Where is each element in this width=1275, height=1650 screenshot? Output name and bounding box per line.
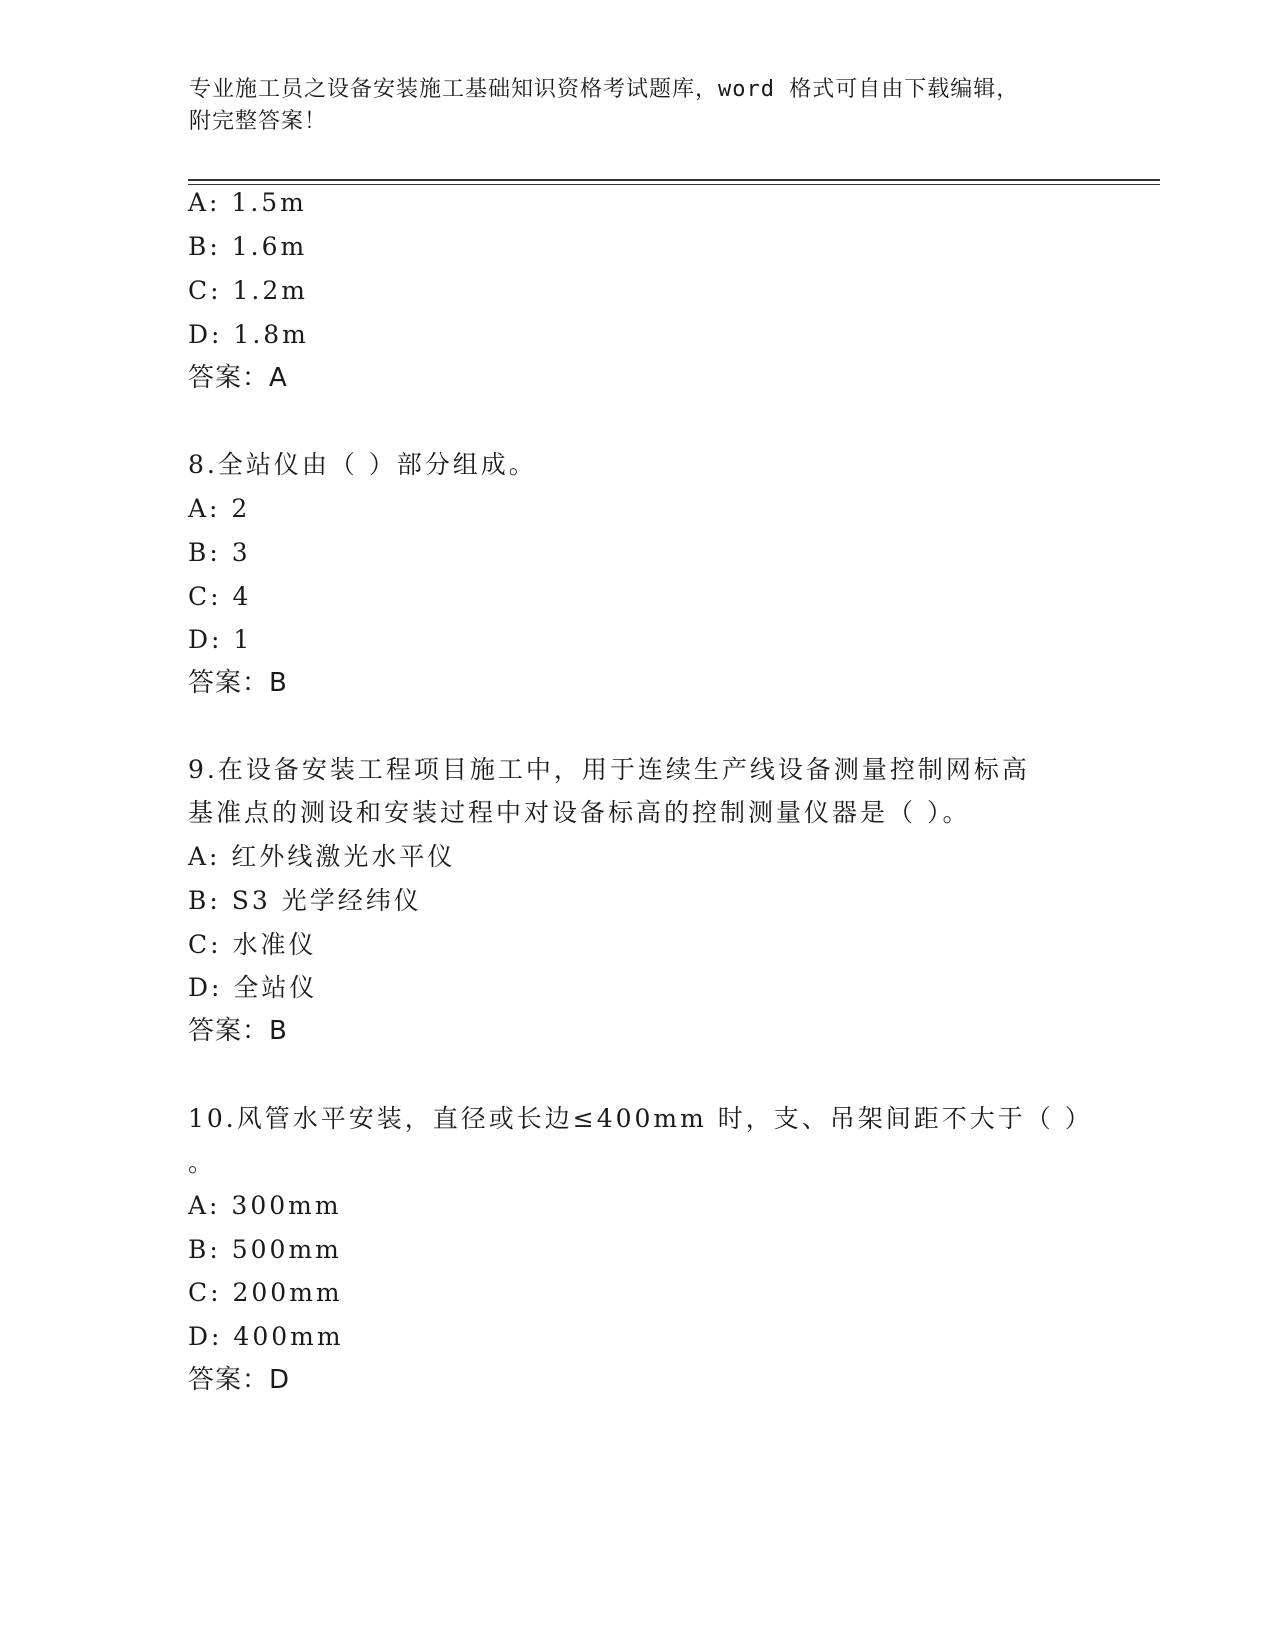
q8-option-c: C: 4	[188, 582, 252, 611]
q10-option-d: D: 400mm	[188, 1322, 344, 1351]
q8-question: 8.全站仪由（ ）部分组成。	[188, 450, 537, 479]
q9-option-b: B: S3 光学经纬仪	[188, 886, 422, 915]
q9-option-a: A: 红外线激光水平仪	[188, 842, 456, 871]
q10-answer: 答案：D	[188, 1365, 291, 1395]
q7-answer: 答案：A	[188, 363, 288, 393]
q10-option-a: A: 300mm	[188, 1191, 342, 1220]
q10-question-line-1: 10.风管水平安装，直径或长边≤400mm 时，支、吊架间距不大于（ ）	[188, 1104, 1093, 1133]
q9-question-line-1: 9.在设备安装工程项目施工中，用于连续生产线设备测量控制网标高	[188, 755, 1030, 784]
q10-option-c: C: 200mm	[188, 1278, 343, 1307]
q7-option-c: C: 1.2m	[188, 276, 308, 305]
header-title-line-1: 专业施工员之设备安装施工基础知识资格考试题库，word 格式可自由下载编辑，	[189, 77, 1020, 102]
q9-option-c: C: 水准仪	[188, 930, 317, 959]
q8-option-d: D: 1	[188, 625, 253, 654]
q9-question-line-2: 基准点的测设和安装过程中对设备标高的控制测量仪器是（ ）。	[188, 798, 971, 827]
q9-answer: 答案：B	[188, 1016, 288, 1046]
header-title-line-2: 附完整答案！	[189, 109, 328, 134]
q8-option-a: A: 2	[188, 494, 251, 523]
q10-question-line-2: 。	[188, 1148, 217, 1177]
q8-option-b: B: 3	[188, 538, 251, 567]
q8-answer: 答案：B	[188, 668, 288, 698]
q7-option-d: D: 1.8m	[188, 320, 309, 349]
q10-option-b: B: 500mm	[188, 1235, 342, 1264]
q7-option-a: A: 1.5m	[188, 188, 307, 217]
q9-option-d: D: 全站仪	[188, 973, 318, 1002]
q7-option-b: B: 1.6m	[188, 232, 308, 261]
document-header	[189, 74, 1089, 138]
header-divider	[188, 179, 1160, 185]
